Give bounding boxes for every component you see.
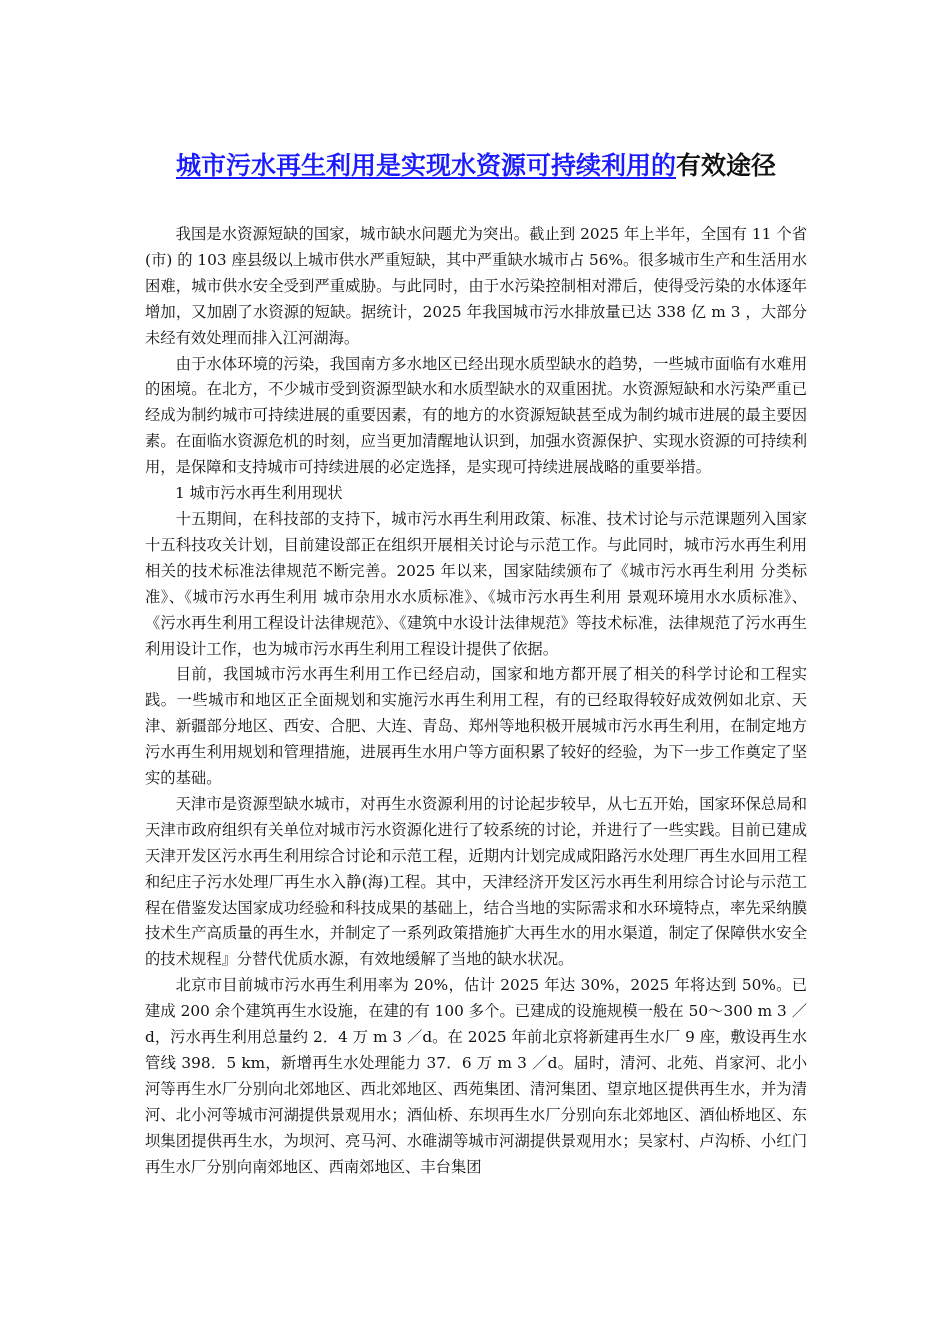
paragraph: 十五期间，在科技部的支持下，城市污水再生利用政策、标准、技术讨论与示范课题列入国家十五科技攻关计划，目前建设部正在组织开展相关讨论与示范工作。与此同时，城市污水再生利用相关的技术标准法律规范不断完善。2025 年以来，国家陆续颁布了《城市污水再生利用 分类标准》、《城市污水再生利用 城市杂用水水质标准》、《城市污水再生利用 景观环境用水水质标准》、《污水再生利用工程设计法律规范》、《建筑中水设计法律规范》等技术标准，法律规范了污水再生利用设计工作，也为城市污水再生利用工程设计提供了依据。	[145, 509, 807, 658]
section-heading: 1 城市污水再生利用现状	[175, 484, 343, 503]
document-page	[145, 0, 807, 1344]
title-link[interactable]: 城市污水再生利用是实现水资源可持续利用的	[175, 150, 676, 180]
paragraph: 天津市是资源型缺水城市，对再生水资源利用的讨论起步较早，从七五开始，国家环保总局和天津市政府组织有关单位对城市污水资源化进行了较系统的讨论，并进行了一些实践。目前已建成天津开发区污水再生利用综合讨论和示范工程，近期内计划完成咸阳路污水处理厂再生水回用工程和纪庄子污水处理厂再生水入静(海)工程。其中，天津经济开发区污水再生利用综合讨论与示范工程在借鉴发达国家成功经验和科技成果的基础上，结合当地的实际需求和水环境特点，率先采纳膜技术生产高质量的再生水，并制定了一系列政策措施扩大再生水的用水渠道，制定了保障供水安全的技术规程』分替代优质水源，有效地缓解了当地的缺水状况。	[145, 794, 807, 969]
title-rest-text: 有效途径	[676, 150, 777, 180]
document-body	[145, 222, 807, 1181]
paragraph: 我国是水资源短缺的国家，城市缺水问题尤为突出。截止到 2025 年上半年，全国有 11 个省(市) 的 103 座县级以上城市供水严重短缺，其中严重缺水城市占 56%。很多城市生产和生活用水困难，城市供水安全受到严重威胁。与此同时，由于水污染控制相对滞后，使得受污染的水体逐年增加，又加剧了水资源的短缺。据统计，2025 年我国城市污水排放量已达 338 亿 m 3 ，大部分未经有效处理而排入江河湖海。	[145, 225, 807, 347]
document-title	[145, 148, 807, 184]
paragraph: 北京市目前城市污水再生利用率为 20%，估计 2025 年达 30%，2025 年将达到 50%。已建成 200 余个建筑再生水设施，在建的有 100 多个。已建成的设施规模一般在 50～300 m 3 ／d，污水再生利用总量约 2．4 万 m 3 ／d。在 2025 年前北京将新建再生水厂 9 座，敷设再生水管线 398．5 km，新增再生水处理能力 37．6 万 m 3 ／d。届时，清河、北苑、肖家河、北小河等再生水厂分别向北郊地区、西北郊地区、西苑集团、清河集团、望京地区提供再生水，并为清河、北小河等城市河湖提供景观用水；酒仙桥、东坝再生水厂分别向东北郊地区、酒仙桥地区、东坝集团提供再生水，为坝河、亮马河、水碓湖等城市河湖提供景观用水；吴家村、卢沟桥、小红门再生水厂分别向南郊地区、西南郊地区、丰台集团	[145, 976, 807, 1176]
paragraph: 目前，我国城市污水再生利用工作已经启动，国家和地方都开展了相关的科学讨论和工程实践。一些城市和地区正全面规划和实施污水再生利用工程，有的已经取得较好成效例如北京、天津、新疆部分地区、西安、合肥、大连、青岛、郑州等地积极开展城市污水再生利用，在制定地方污水再生利用规划和管理措施，进展再生水用户等方面积累了较好的经验，为下一步工作奠定了坚实的基础。	[145, 665, 807, 788]
paragraph: 由于水体环境的污染，我国南方多水地区已经出现水质型缺水的趋势，一些城市面临有水难用的困境。在北方，不少城市受到资源型缺水和水质型缺水的双重困扰。水资源短缺和水污染严重已经成为制约城市可持续进展的重要因素，有的地方的水资源短缺甚至成为制约城市进展的最主要因素。在面临水资源危机的时刻，应当更加清醒地认识到，加强水资源保护、实现水资源的可持续利用，是保障和支持城市可持续进展的必定选择，是实现可持续进展战略的重要举措。	[145, 354, 807, 477]
